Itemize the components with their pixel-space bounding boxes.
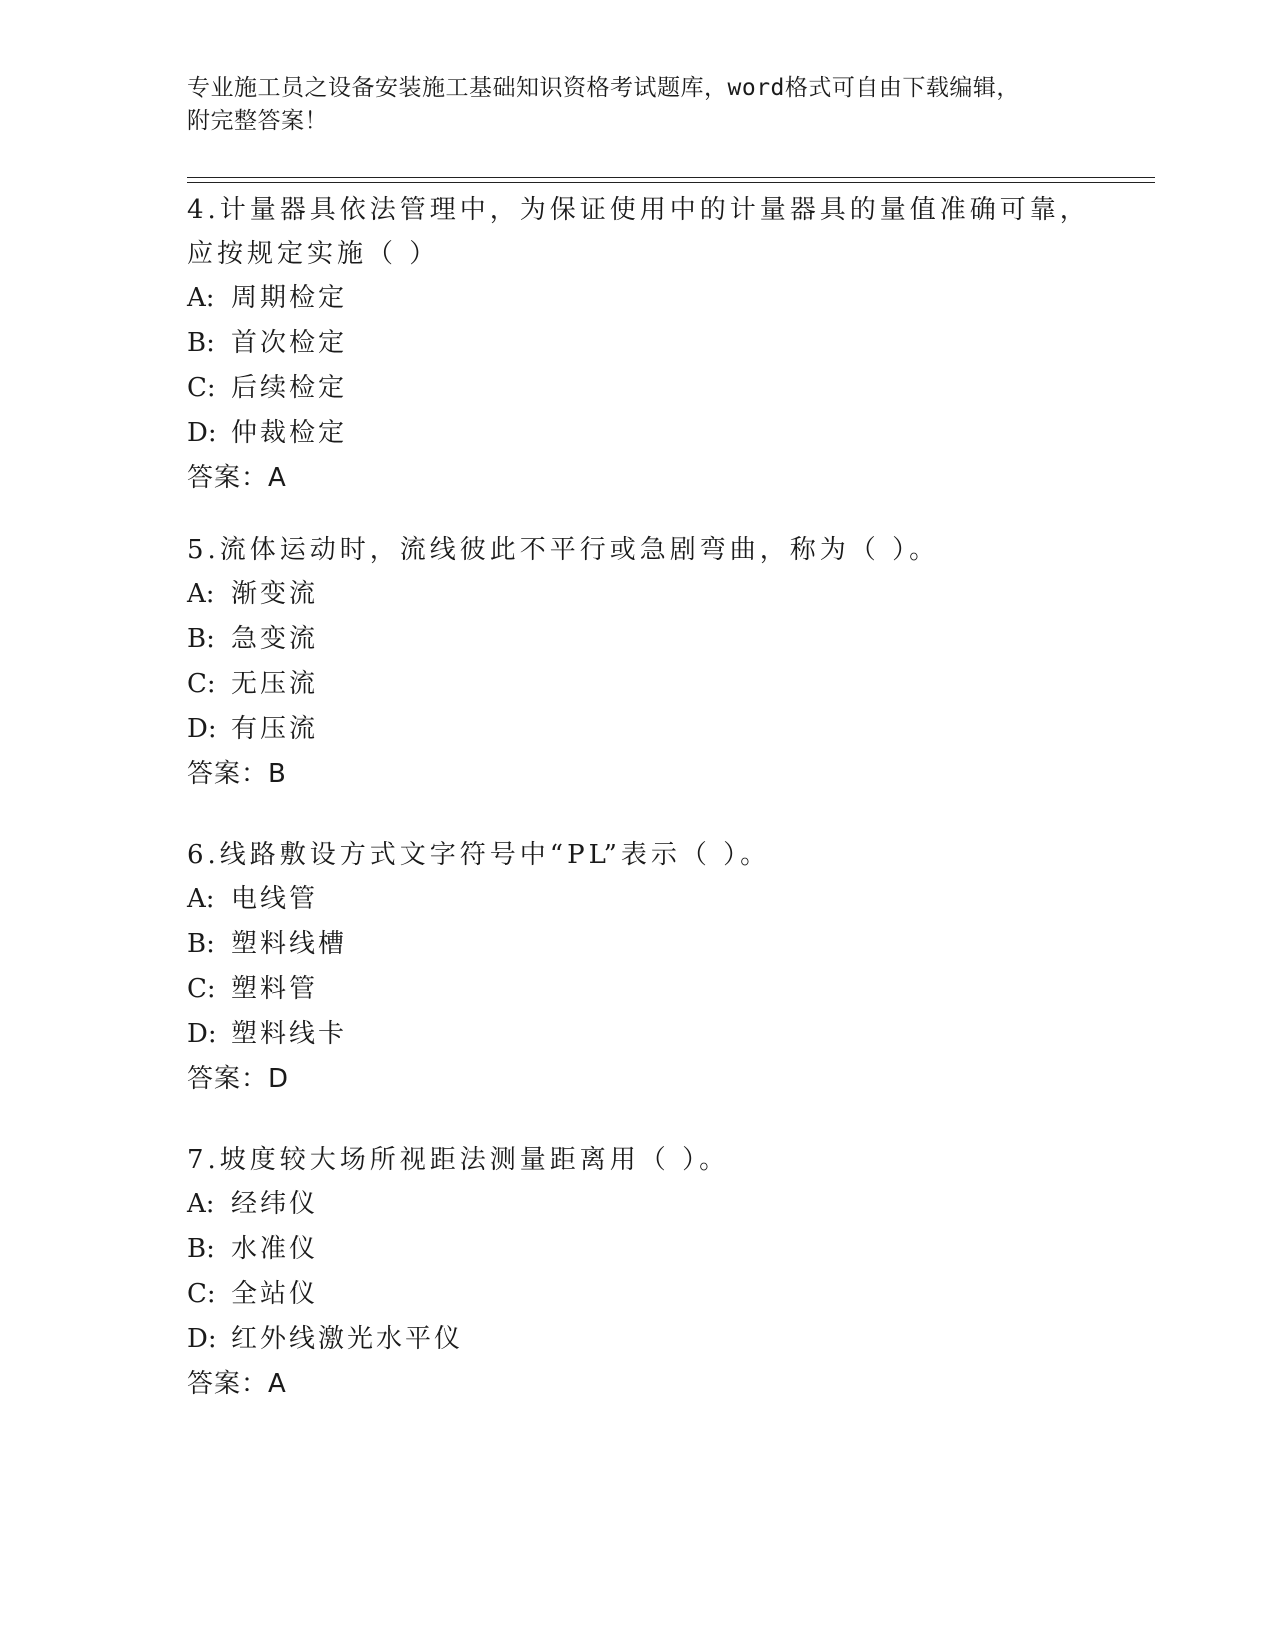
option-key: B: — [187, 624, 215, 654]
option-b — [187, 321, 1087, 366]
option-key: C: — [187, 974, 216, 1004]
option-c — [187, 967, 1087, 1012]
option-key: D: — [187, 714, 217, 744]
option-text: 急变流 — [231, 624, 319, 654]
question-stem — [187, 1138, 1087, 1182]
option-c — [187, 1272, 1087, 1317]
question-stem — [187, 833, 1087, 877]
option-b — [187, 617, 1087, 662]
question-stem — [187, 188, 1090, 276]
option-text: 塑料线卡 — [231, 1019, 348, 1049]
option-text: 渐变流 — [231, 579, 319, 609]
option-a — [187, 276, 1087, 321]
header-divider-top — [187, 177, 1155, 178]
option-key: B: — [187, 1234, 215, 1264]
question-stem — [187, 528, 1087, 572]
option-text: 电线管 — [231, 884, 319, 914]
option-text: 首次检定 — [231, 328, 348, 358]
option-text: 红外线激光水平仪 — [231, 1324, 464, 1354]
option-text: 水准仪 — [231, 1234, 319, 1264]
option-text: 全站仪 — [231, 1279, 319, 1309]
option-c — [187, 366, 1087, 411]
option-key: B: — [187, 328, 215, 358]
option-text: 经纬仪 — [231, 1189, 319, 1219]
option-d — [187, 707, 1087, 752]
question-5 — [187, 528, 1087, 797]
option-key: B: — [187, 929, 215, 959]
question-stem-line: 5.流体运动时，流线彼此不平行或急剧弯曲，称为（ ）。 — [187, 535, 940, 565]
question-7 — [187, 1138, 1087, 1407]
option-key: A: — [187, 1189, 215, 1219]
answer-line: 答案：A — [187, 1369, 287, 1399]
option-text: 有压流 — [231, 714, 319, 744]
option-key: A: — [187, 283, 215, 313]
option-text: 仲裁检定 — [231, 418, 348, 448]
option-text: 塑料管 — [231, 974, 319, 1004]
option-b — [187, 1227, 1087, 1272]
question-stem-line: 7.坡度较大场所视距法测量距离用（ ）。 — [187, 1145, 730, 1175]
question-stem-line: 应按规定实施（ ） — [187, 239, 440, 269]
option-text: 后续检定 — [231, 373, 348, 403]
question-stem-line: 4.计量器具依法管理中，为保证使用中的计量器具的量值准确可靠， — [187, 195, 1090, 225]
option-key: C: — [187, 669, 216, 699]
answer-line: 答案：B — [187, 759, 287, 789]
option-text: 塑料线槽 — [231, 929, 348, 959]
option-a — [187, 572, 1087, 617]
option-key: D: — [187, 418, 217, 448]
option-a — [187, 877, 1087, 922]
option-key: A: — [187, 884, 215, 914]
option-d — [187, 1317, 1087, 1362]
answer-line: 答案：A — [187, 463, 287, 493]
option-key: C: — [187, 373, 216, 403]
option-c — [187, 662, 1087, 707]
header-line-1: 专业施工员之设备安装施工基础知识资格考试题库，word格式可自由下载编辑， — [187, 75, 1020, 101]
header-divider-bottom — [187, 182, 1155, 183]
header-line-2: 附完整答案！ — [187, 108, 328, 134]
option-key: C: — [187, 1279, 216, 1309]
option-b — [187, 922, 1087, 967]
option-key: A: — [187, 579, 215, 609]
option-d — [187, 1012, 1087, 1057]
document-header — [187, 72, 1087, 138]
option-text: 无压流 — [231, 669, 319, 699]
option-key: D: — [187, 1019, 217, 1049]
option-key: D: — [187, 1324, 217, 1354]
question-stem-line: 6.线路敷设方式文字符号中“PL”表示（ ）。 — [187, 840, 771, 870]
question-4 — [187, 188, 1090, 501]
option-d — [187, 411, 1087, 456]
answer-line: 答案：D — [187, 1064, 290, 1094]
option-text: 周期检定 — [231, 283, 348, 313]
question-6 — [187, 833, 1087, 1102]
option-a — [187, 1182, 1087, 1227]
